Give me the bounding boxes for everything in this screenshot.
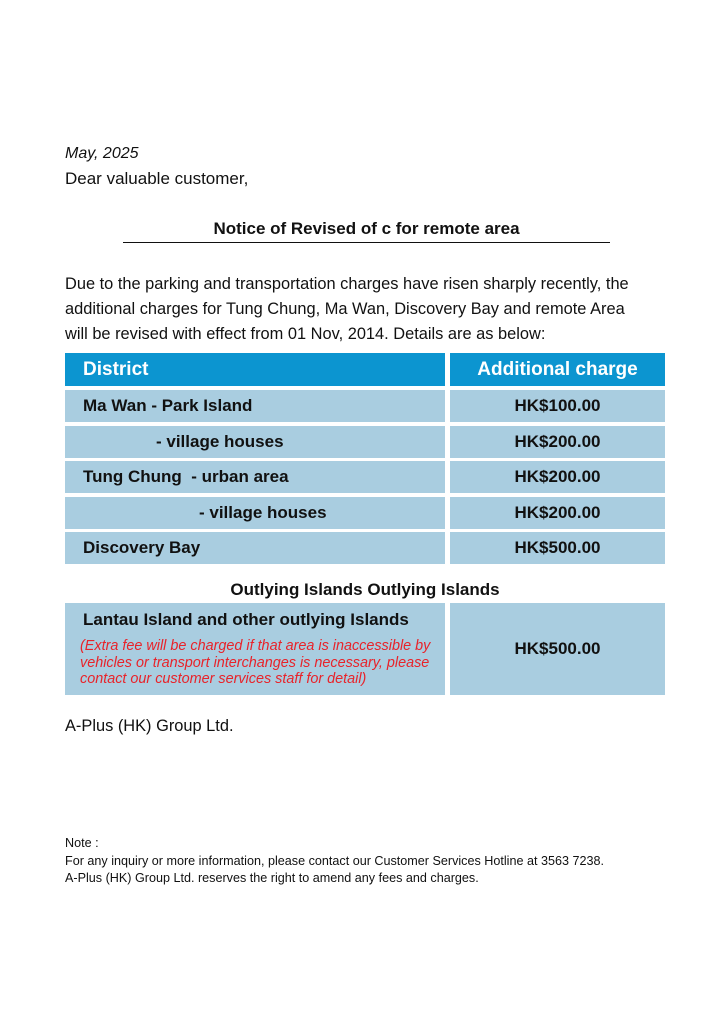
outlying-section-title: Outlying Islands Outlying Islands: [230, 580, 500, 599]
district-label: - village houses: [156, 432, 284, 451]
outlying-extra-fee-note: (Extra fee will be charged if that area is inaccessible by vehicles or transport interchanges is necessary, please contact our customer services staff for detail): [80, 638, 431, 687]
table-row-district: [65, 426, 445, 458]
charge-value: HK$100.00: [514, 396, 601, 415]
charge-value: HK$500.00: [514, 538, 601, 557]
charge-value: HK$200.00: [514, 467, 601, 486]
table-row-charge: [450, 461, 665, 493]
table-row-charge: [450, 426, 665, 458]
intro-line: will be revised with effect from 01 Nov, 2014. Details are as below:: [65, 325, 546, 343]
letter-date: May, 2025: [65, 145, 139, 162]
table-row-district: [65, 390, 445, 422]
table-row-district: [65, 497, 445, 529]
header-district: [65, 353, 445, 386]
table-row-charge: [450, 532, 665, 564]
charge-value: HK$200.00: [514, 503, 601, 522]
notice-title: Notice of Revised of c for remote area: [123, 219, 610, 243]
table-row-charge: [450, 390, 665, 422]
footer-note: [65, 835, 604, 888]
table-row-district: [65, 461, 445, 493]
intro-paragraph: [65, 272, 665, 347]
footer-note-line: For any inquiry or more information, please contact our Customer Services Hotline at 3563 7238.: [65, 853, 604, 868]
district-label: Tung Chung - urban area: [83, 467, 289, 486]
header-charge-label: Additional charge: [477, 358, 638, 380]
district-label: Discovery Bay: [83, 538, 201, 557]
header-charge: [450, 353, 665, 386]
outlying-charge-cell: [450, 603, 665, 695]
greeting: Dear valuable customer,: [65, 169, 249, 188]
outlying-district-label: Lantau Island and other outlying Islands: [83, 610, 409, 629]
table-row-district: [65, 532, 445, 564]
intro-line: additional charges for Tung Chung, Ma Wan, Discovery Bay and remote Area: [65, 300, 625, 318]
header-district-label: District: [83, 358, 149, 380]
intro-line: Due to the parking and transportation charges have risen sharply recently, the: [65, 275, 629, 293]
footer-note-line: A-Plus (HK) Group Ltd. reserves the right to amend any fees and charges.: [65, 871, 479, 885]
charge-value: HK$500.00: [514, 639, 601, 658]
table-row-charge: [450, 497, 665, 529]
district-label: - village houses: [199, 503, 327, 522]
footer-note-label: Note :: [65, 836, 99, 850]
outlying-district-cell: [65, 603, 445, 695]
charge-value: HK$200.00: [514, 432, 601, 451]
district-label: Ma Wan - Park Island: [83, 396, 253, 415]
signature: A-Plus (HK) Group Ltd.: [65, 717, 234, 735]
